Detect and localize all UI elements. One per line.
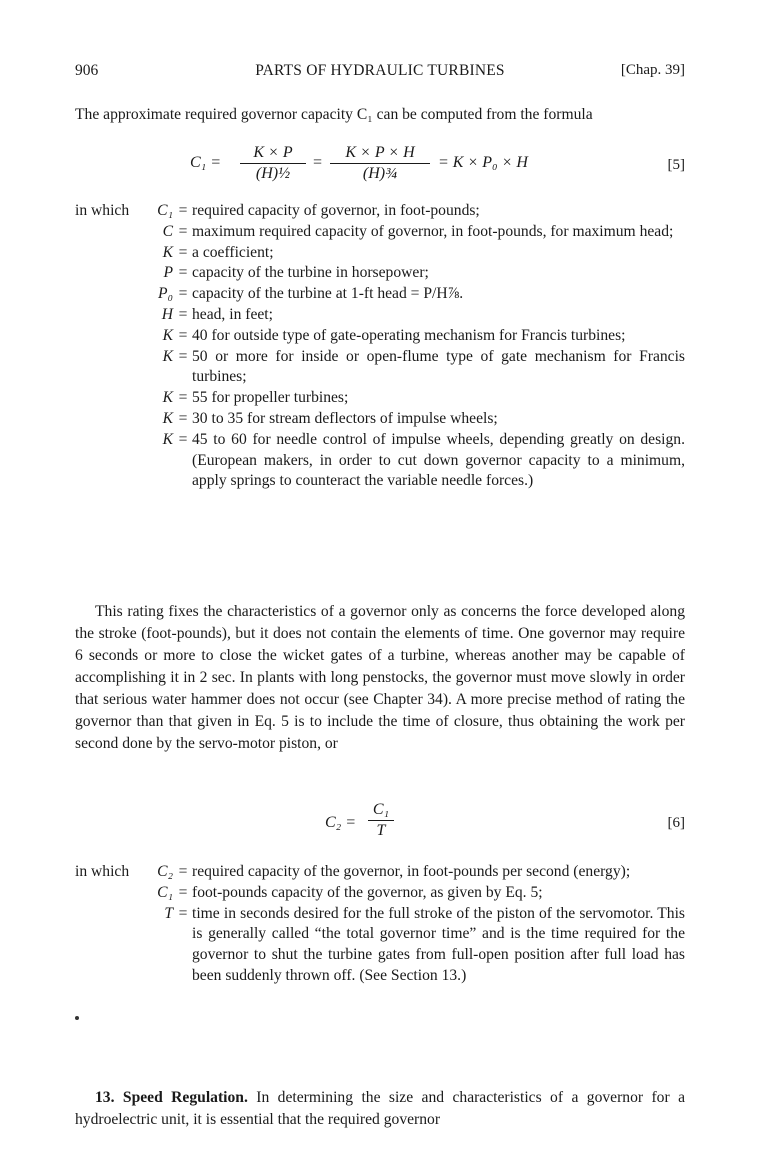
definition-equals: = (178, 285, 188, 303)
definition-text: 45 to 60 for needle control of impulse wheels, depending greatly on design. (European makers, in order to cut down governor capacity to a minimum, apply springs to counteract the variable needle forces.) (192, 430, 685, 490)
eq5-frac2-numerator: K × P × H (345, 144, 415, 161)
eq5-lhs: C₁ = (190, 154, 222, 171)
definition-text: capacity of the turbine in horsepower; (192, 264, 429, 282)
definitions-list-2 (75, 862, 685, 987)
margin-dot (75, 1016, 79, 1020)
definition-row (75, 430, 685, 492)
running-title: PARTS OF HYDRAULIC TURBINES (255, 62, 505, 79)
definition-equals: = (178, 863, 188, 880)
definition-text: a coefficient; (192, 243, 274, 261)
definition-row (75, 409, 685, 430)
definition-row (75, 388, 685, 409)
definition-text: 40 for outside type of gate-operating mechanism for Francis turbines; (192, 326, 626, 344)
definition-row (75, 201, 685, 222)
definition-symbol: K (162, 409, 173, 427)
definition-equals: = (178, 202, 188, 219)
definition-lead: in which (75, 202, 130, 219)
section-13-heading: 13. Speed Regulation. (95, 1089, 248, 1106)
eq5-number: [5] (667, 157, 685, 173)
eq5-frac1-denominator: (H)½ (240, 163, 306, 184)
eq5-frac1-numerator: K × P (253, 144, 293, 161)
page-number: 906 (75, 62, 99, 79)
eq6-numerator: C₁ (372, 801, 390, 818)
definition-lead: in which (75, 863, 130, 880)
definition-equals: = (178, 389, 188, 407)
definition-row (75, 347, 685, 389)
section-13-paragraph (75, 1087, 685, 1131)
definition-text: 50 or more for inside or open-flume type of gate mechanism for Francis turbines; (192, 347, 685, 386)
definition-symbol: C₁ (157, 883, 173, 901)
definition-symbol: K (162, 389, 173, 407)
definition-text: required capacity of governor, in foot-pounds; (192, 202, 480, 219)
definition-text: required capacity of the governor, in foot-pounds per second (energy); (192, 863, 631, 880)
definition-equals: = (178, 222, 188, 240)
definition-row (75, 284, 685, 305)
definition-symbol: T (164, 904, 173, 922)
section-13-text: In determining the size and characteristics of a governor for a hydroelectric unit, it is essential that the required governor (75, 1089, 686, 1128)
definition-row (75, 862, 685, 883)
definition-text: time in seconds desired for the full stroke of the piston of the servomotor. This is generally called “the total governor time” and is the time required for the governor to shut the turbine gates from full-open position after full load has been suddenly thrown off. (See Section 13.) (192, 904, 685, 984)
definition-equals: = (178, 326, 188, 344)
definition-row (75, 263, 685, 284)
eq5-rhs: = K × P₀ × H (438, 154, 528, 171)
definition-text: maximum required capacity of governor, in foot-pounds, for maximum head; (192, 222, 674, 240)
definition-row (75, 326, 685, 347)
definition-row (75, 883, 685, 904)
definition-text: 55 for propeller turbines; (192, 389, 349, 407)
definition-row (75, 222, 685, 243)
definition-symbol: K (162, 347, 173, 365)
eq5-fraction-1 (240, 143, 306, 184)
definition-text: 30 to 35 for stream deflectors of impulse wheels; (192, 409, 498, 427)
eq5-equals: = (312, 154, 323, 171)
paragraph-rating: This rating fixes the characteristics of a governor only as concerns the force developed along the stroke (foot-pounds), but it does not contain the elements of time. One governor may require 6 seconds or more to close the wicket gates of a turbine, whereas another may be capable of accomplishing it in 2 sec. In plants with long penstocks, the governor must move slowly in order that serious water hammer does not occur (see Chapter 34). A more precise method of rating the governor than that given in Eq. 5 is to include the time of closure, thus obtaining the work per second done by the servo-motor piston, or (75, 603, 685, 752)
chapter-label: [Chap. 39] (620, 62, 685, 78)
definition-equals: = (178, 305, 188, 323)
definition-text: foot-pounds capacity of the governor, as given by Eq. 5; (192, 883, 543, 901)
eq6-denominator: T (368, 820, 394, 841)
definition-symbol: P (163, 264, 173, 282)
running-header (75, 62, 685, 84)
definition-row (75, 243, 685, 264)
definition-text: head, in feet; (192, 305, 273, 323)
definition-symbol: K (162, 243, 173, 261)
definition-symbol: C₂ (157, 863, 173, 880)
eq5-frac2-denominator: (H)¾ (330, 163, 430, 184)
definition-equals: = (178, 264, 188, 282)
definition-symbol: K (162, 430, 173, 448)
definition-row (75, 904, 685, 987)
definition-equals: = (178, 883, 188, 901)
definition-equals: = (178, 430, 188, 448)
definition-equals: = (178, 243, 188, 261)
eq6-lhs: C₂ = (325, 814, 357, 831)
intro-paragraph: The approximate required governor capacity C₁ can be computed from the formula (75, 106, 593, 123)
definitions-list-1 (75, 201, 685, 492)
definition-text: capacity of the turbine at 1-ft head = P/H⅞. (192, 285, 464, 303)
definition-equals: = (178, 347, 188, 365)
eq6-number: [6] (667, 815, 685, 831)
eq5-fraction-2 (330, 143, 430, 184)
definition-symbol: P₀ (158, 285, 173, 303)
definition-symbol: H (161, 305, 173, 323)
eq6-fraction (368, 800, 394, 841)
definition-symbol: C₁ (157, 202, 173, 219)
definition-symbol: C (162, 222, 173, 240)
definition-equals: = (178, 904, 188, 922)
definition-symbol: K (162, 326, 173, 344)
definition-row (75, 305, 685, 326)
definition-equals: = (178, 409, 188, 427)
